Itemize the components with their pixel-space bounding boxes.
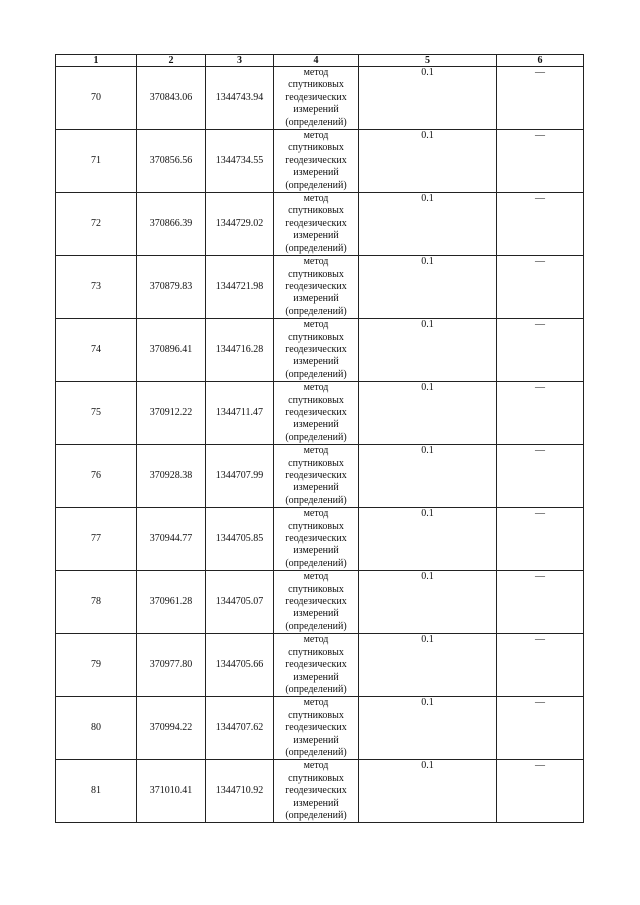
method-line: измерений xyxy=(293,671,339,683)
method-cell xyxy=(274,508,359,571)
header-cell-6: 6 xyxy=(497,55,584,67)
x-coordinate-cell: 370928.38 xyxy=(137,445,206,508)
method-cell xyxy=(274,697,359,760)
x-coordinate-cell: 371010.41 xyxy=(137,760,206,823)
note-cell: — xyxy=(497,445,584,508)
method-line: метод xyxy=(303,130,329,142)
method-cell xyxy=(274,445,359,508)
header-cell-2: 2 xyxy=(137,55,206,67)
method-line: (определений) xyxy=(285,116,347,128)
method-line: спутниковых xyxy=(288,205,344,217)
point-number-cell: 70 xyxy=(56,67,137,130)
method-line: (определений) xyxy=(285,179,347,191)
table-row xyxy=(56,445,584,508)
method-cell xyxy=(274,319,359,382)
method-line: спутниковых xyxy=(288,772,344,784)
accuracy-cell: 0.1 xyxy=(359,571,497,634)
method-line: метод xyxy=(303,508,329,520)
table-row xyxy=(56,697,584,760)
accuracy-cell: 0.1 xyxy=(359,319,497,382)
method-line: (определений) xyxy=(285,368,347,380)
note-cell: — xyxy=(497,256,584,319)
method-line: (определений) xyxy=(285,746,347,758)
y-coordinate-cell: 1344707.62 xyxy=(206,697,274,760)
accuracy-cell: 0.1 xyxy=(359,508,497,571)
y-coordinate-cell: 1344705.66 xyxy=(206,634,274,697)
accuracy-cell: 0.1 xyxy=(359,445,497,508)
method-line: спутниковых xyxy=(288,331,344,343)
y-coordinate-cell: 1344721.98 xyxy=(206,256,274,319)
method-line: геодезических xyxy=(285,217,347,229)
method-line: метод xyxy=(303,760,329,772)
x-coordinate-cell: 370879.83 xyxy=(137,256,206,319)
method-line: спутниковых xyxy=(288,79,344,91)
x-coordinate-cell: 370944.77 xyxy=(137,508,206,571)
accuracy-cell: 0.1 xyxy=(359,67,497,130)
x-coordinate-cell: 370961.28 xyxy=(137,571,206,634)
method-cell xyxy=(274,67,359,130)
point-number-cell: 72 xyxy=(56,193,137,256)
point-number-cell: 71 xyxy=(56,130,137,193)
method-line: метод xyxy=(303,319,329,331)
accuracy-cell: 0.1 xyxy=(359,130,497,193)
method-line: измерений xyxy=(293,734,339,746)
y-coordinate-cell: 1344705.85 xyxy=(206,508,274,571)
method-line: метод xyxy=(303,697,329,709)
method-line: (определений) xyxy=(285,242,347,254)
note-cell: — xyxy=(497,697,584,760)
header-cell-1: 1 xyxy=(56,55,137,67)
method-cell xyxy=(274,634,359,697)
header-cell-4: 4 xyxy=(274,55,359,67)
method-line: геодезических xyxy=(285,343,347,355)
note-cell: — xyxy=(497,130,584,193)
method-line: измерений xyxy=(293,797,339,809)
method-line: спутниковых xyxy=(288,268,344,280)
table-row xyxy=(56,193,584,256)
table-row xyxy=(56,760,584,823)
note-cell: — xyxy=(497,67,584,130)
method-line: геодезических xyxy=(285,785,347,797)
table-row xyxy=(56,319,584,382)
point-number-cell: 77 xyxy=(56,508,137,571)
table-row xyxy=(56,382,584,445)
y-coordinate-cell: 1344743.94 xyxy=(206,67,274,130)
accuracy-cell: 0.1 xyxy=(359,634,497,697)
y-coordinate-cell: 1344734.55 xyxy=(206,130,274,193)
method-line: метод xyxy=(303,67,329,78)
method-line: геодезических xyxy=(285,280,347,292)
accuracy-cell: 0.1 xyxy=(359,760,497,823)
method-cell xyxy=(274,571,359,634)
accuracy-cell: 0.1 xyxy=(359,382,497,445)
note-cell: — xyxy=(497,634,584,697)
note-cell: — xyxy=(497,193,584,256)
method-line: геодезических xyxy=(285,722,347,734)
x-coordinate-cell: 370896.41 xyxy=(137,319,206,382)
method-line: метод xyxy=(303,571,329,583)
table-row xyxy=(56,508,584,571)
method-line: спутниковых xyxy=(288,583,344,595)
method-line: измерений xyxy=(293,545,339,557)
accuracy-cell: 0.1 xyxy=(359,697,497,760)
x-coordinate-cell: 370977.80 xyxy=(137,634,206,697)
header-cell-3: 3 xyxy=(206,55,274,67)
method-cell xyxy=(274,130,359,193)
note-cell: — xyxy=(497,571,584,634)
method-line: измерений xyxy=(293,293,339,305)
accuracy-cell: 0.1 xyxy=(359,256,497,319)
y-coordinate-cell: 1344710.92 xyxy=(206,760,274,823)
method-line: геодезических xyxy=(285,154,347,166)
y-coordinate-cell: 1344705.07 xyxy=(206,571,274,634)
table-row xyxy=(56,130,584,193)
method-line: геодезических xyxy=(285,406,347,418)
method-line: метод xyxy=(303,193,329,205)
method-line: измерений xyxy=(293,419,339,431)
method-line: (определений) xyxy=(285,683,347,695)
x-coordinate-cell: 370994.22 xyxy=(137,697,206,760)
method-line: (определений) xyxy=(285,620,347,632)
method-line: геодезических xyxy=(285,533,347,545)
point-number-cell: 79 xyxy=(56,634,137,697)
header-cell-5: 5 xyxy=(359,55,497,67)
method-line: (определений) xyxy=(285,557,347,569)
table-row xyxy=(56,67,584,130)
method-line: измерений xyxy=(293,104,339,116)
method-line: спутниковых xyxy=(288,646,344,658)
point-number-cell: 81 xyxy=(56,760,137,823)
method-cell xyxy=(274,193,359,256)
method-line: (определений) xyxy=(285,809,347,821)
point-number-cell: 74 xyxy=(56,319,137,382)
method-line: спутниковых xyxy=(288,394,344,406)
y-coordinate-cell: 1344707.99 xyxy=(206,445,274,508)
y-coordinate-cell: 1344716.28 xyxy=(206,319,274,382)
method-line: измерений xyxy=(293,356,339,368)
note-cell: — xyxy=(497,382,584,445)
method-line: метод xyxy=(303,256,329,268)
method-line: спутниковых xyxy=(288,142,344,154)
method-line: метод xyxy=(303,445,329,457)
method-line: измерений xyxy=(293,167,339,179)
x-coordinate-cell: 370843.06 xyxy=(137,67,206,130)
y-coordinate-cell: 1344729.02 xyxy=(206,193,274,256)
method-cell xyxy=(274,760,359,823)
note-cell: — xyxy=(497,760,584,823)
x-coordinate-cell: 370912.22 xyxy=(137,382,206,445)
method-line: спутниковых xyxy=(288,709,344,721)
method-line: геодезических xyxy=(285,659,347,671)
method-line: геодезических xyxy=(285,470,347,481)
method-line: спутниковых xyxy=(288,457,344,469)
method-cell xyxy=(274,382,359,445)
method-line: измерений xyxy=(293,482,339,494)
method-line: метод xyxy=(303,634,329,646)
method-line: геодезических xyxy=(285,91,347,103)
x-coordinate-cell: 370866.39 xyxy=(137,193,206,256)
accuracy-cell: 0.1 xyxy=(359,193,497,256)
table-row xyxy=(56,571,584,634)
note-cell: — xyxy=(497,508,584,571)
x-coordinate-cell: 370856.56 xyxy=(137,130,206,193)
point-number-cell: 73 xyxy=(56,256,137,319)
method-line: измерений xyxy=(293,608,339,620)
note-cell: — xyxy=(497,319,584,382)
point-number-cell: 80 xyxy=(56,697,137,760)
point-number-cell: 75 xyxy=(56,382,137,445)
header-row xyxy=(56,55,584,67)
method-line: (определений) xyxy=(285,431,347,443)
point-number-cell: 76 xyxy=(56,445,137,508)
table-row xyxy=(56,634,584,697)
point-number-cell: 78 xyxy=(56,571,137,634)
method-line: измерений xyxy=(293,230,339,242)
coordinates-table xyxy=(55,54,584,823)
table-row xyxy=(56,256,584,319)
y-coordinate-cell: 1344711.47 xyxy=(206,382,274,445)
method-line: (определений) xyxy=(285,494,347,506)
method-line: геодезических xyxy=(285,596,347,608)
method-line: метод xyxy=(303,382,329,394)
method-line: спутниковых xyxy=(288,520,344,532)
method-cell xyxy=(274,256,359,319)
method-line: (определений) xyxy=(285,305,347,317)
